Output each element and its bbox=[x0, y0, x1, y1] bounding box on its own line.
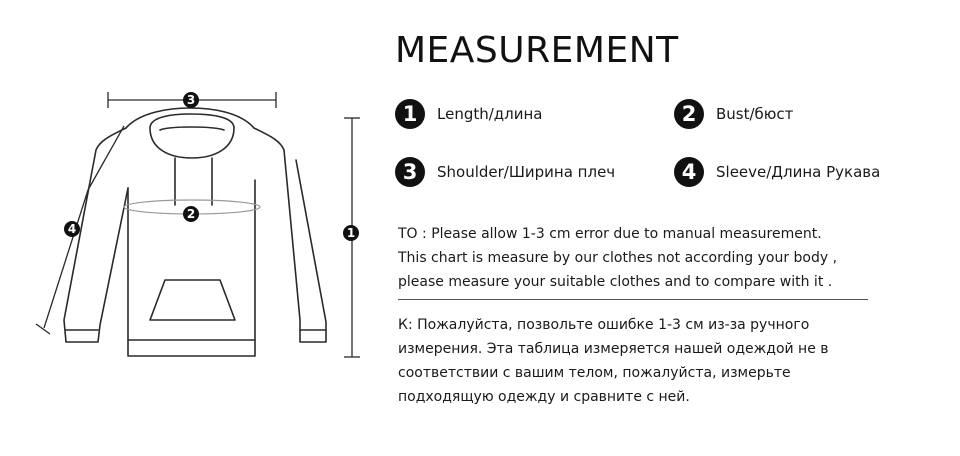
marker-3 bbox=[183, 92, 199, 108]
legend-bust bbox=[674, 99, 793, 129]
hood-opening bbox=[150, 114, 234, 158]
note-english bbox=[398, 222, 878, 294]
number-badge: 2 bbox=[674, 99, 704, 129]
page-title: MEASUREMENT bbox=[395, 30, 679, 71]
legend-sleeve bbox=[674, 157, 880, 187]
note-line: соответствии с вашим телом, пожалуйста, измерьте bbox=[398, 365, 791, 381]
note-line: please measure your suitable clothes and to compare with it . bbox=[398, 274, 833, 290]
legend-label: Sleeve/Длина Рукава bbox=[716, 163, 881, 181]
hood-inner bbox=[160, 127, 224, 130]
legend-label: Shoulder/Ширина плеч bbox=[437, 163, 616, 181]
note-line: измерения. Эта таблица измеряется нашей одеждой не в bbox=[398, 341, 829, 357]
svg-text:2: 2 bbox=[186, 207, 196, 221]
legend-label: Bust/бюст bbox=[716, 105, 794, 123]
svg-text:1: 1 bbox=[346, 226, 356, 240]
legend-label: Length/длина bbox=[437, 105, 543, 123]
marker-4 bbox=[64, 221, 80, 237]
svg-text:4: 4 bbox=[67, 222, 77, 236]
hem bbox=[128, 340, 255, 356]
note-russian bbox=[398, 313, 878, 409]
hood-outline bbox=[126, 108, 254, 128]
note-line: This chart is measure by our clothes not according your body , bbox=[398, 250, 838, 266]
svg-text:3: 3 bbox=[186, 93, 196, 107]
note-line: TO : Please allow 1-3 cm error due to manual measurement. bbox=[398, 226, 822, 242]
number-badge: 4 bbox=[674, 157, 704, 187]
marker-1 bbox=[343, 225, 359, 241]
hoodie-diagram bbox=[0, 0, 380, 456]
note-line: К: Пожалуйста, позвольте ошибке 1-3 см из-за ручного bbox=[398, 317, 810, 333]
number-badge: 1 bbox=[395, 99, 425, 129]
note-line: подходящую одежду и сравните с ней. bbox=[398, 389, 690, 405]
right-shoulder-arm bbox=[254, 128, 326, 342]
number-badge: 3 bbox=[395, 157, 425, 187]
marker-2 bbox=[183, 206, 199, 222]
divider bbox=[398, 299, 868, 300]
legend-length bbox=[395, 99, 543, 129]
legend-shoulder bbox=[395, 157, 615, 187]
kangaroo-pocket bbox=[150, 280, 235, 320]
